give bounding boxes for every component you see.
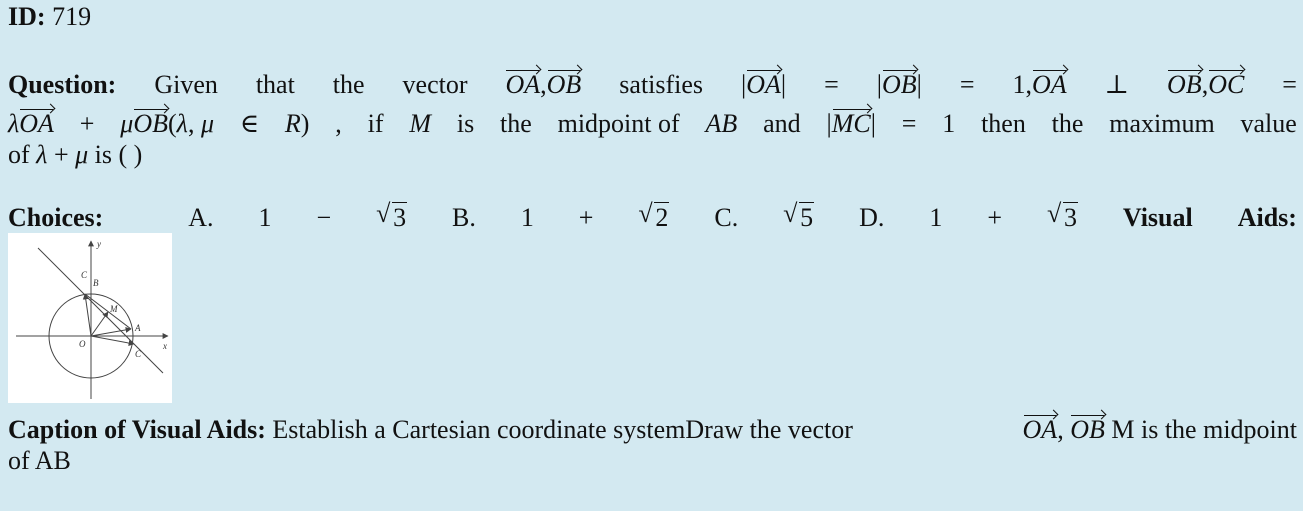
label-b: B [93,278,99,288]
label-x: x [163,341,167,351]
caption-lead: Caption of Visual Aids: Establish a Cartesian coordinate systemDraw the vector [8,415,853,444]
label-m: M [110,304,118,314]
id-value: 719 [52,2,92,31]
question-word: then [981,109,1026,138]
choices-line: Choices: A. 1 − √ 3 B. 1 + √ 2 C. √ 5 D. 1 + √ 3 Visual Aids: [8,199,1297,232]
choice-b-sqrt: √ 2 [638,199,669,232]
choice-a-sqrt: √ 3 [376,199,407,232]
choice-d-letter: D. [859,203,885,232]
abs-ob: |OB| [877,66,922,100]
question-word: value [1240,109,1297,138]
question-label: Question: [8,70,117,99]
vector-ob: OB [547,66,582,100]
coordinate-diagram [8,233,172,403]
choice-c-sqrt: √ 5 [783,199,814,232]
question-line-1 [8,66,1297,100]
visual-label: Visual [1122,203,1193,232]
ob-oc: OB,OC [1167,66,1244,100]
label-o: O [79,339,86,349]
label-a: A [135,323,141,333]
choice-b-letter: B. [452,203,476,232]
line-through-c [38,248,163,373]
mu-ob-params: μOB(λ, μ [120,105,214,139]
question-word: that [255,70,295,99]
equals-sign: = [959,70,975,99]
question-word: midpoint of [557,109,680,138]
equals-sign: = [824,70,839,99]
label-y: y [97,239,101,249]
question-word: satisfies [619,70,704,99]
question-word: the [500,109,532,138]
id-label: ID: [8,2,46,31]
id-line [8,2,91,32]
question-line-3: of λ + μ is ( ) [8,140,143,169]
segment-ab: AB [705,109,738,138]
caption-line-1 [8,411,1297,445]
point-m: M [409,109,432,138]
question-word: the [332,70,365,99]
question-word: is [456,109,475,138]
choice-d-sqrt: √ 3 [1046,199,1077,232]
plus-sign: + [79,109,95,138]
visual-aid-figure [8,233,172,403]
question-word: maximum [1109,109,1215,138]
one-oa: 1,OA [1012,66,1066,100]
lambda-oa: λOA [8,105,54,139]
aids-label: Aids: [1237,203,1297,232]
question-word: the [1051,109,1084,138]
segment-ab-line [85,294,131,329]
caption-line-2: of AB [8,446,71,475]
choice-a-letter: A. [188,203,214,232]
question-line-2: λOA + μOB(λ, μ ∈ R) , if M is the midpoint of AB and |MC| = 1 then the maximum value [8,105,1297,139]
question-word: and [763,109,801,138]
caption-vectors: OA, OB M is the midpoint [1023,411,1297,445]
abs-mc: |MC| [826,105,875,139]
question-word: if [367,109,384,138]
vector-om-line [91,312,108,336]
label-c-bottom: C [135,349,142,359]
choice-c-letter: C. [714,203,739,232]
label-c-top: C [81,270,88,280]
question-word: vector [402,70,468,99]
perpendicular-sign: ⊥ [1104,70,1130,99]
abs-oa: |OA| [741,66,786,100]
choices-label: Choices: [8,203,104,232]
set-r: R) [284,109,310,138]
equals-sign: = [1282,70,1297,99]
vector-oa: OA [505,66,540,100]
element-of-sign: ∈ [239,109,260,138]
question-word: Given [154,70,218,99]
vector-oa-ob: OA,OB [505,66,581,100]
equals-sign: = [901,109,917,138]
